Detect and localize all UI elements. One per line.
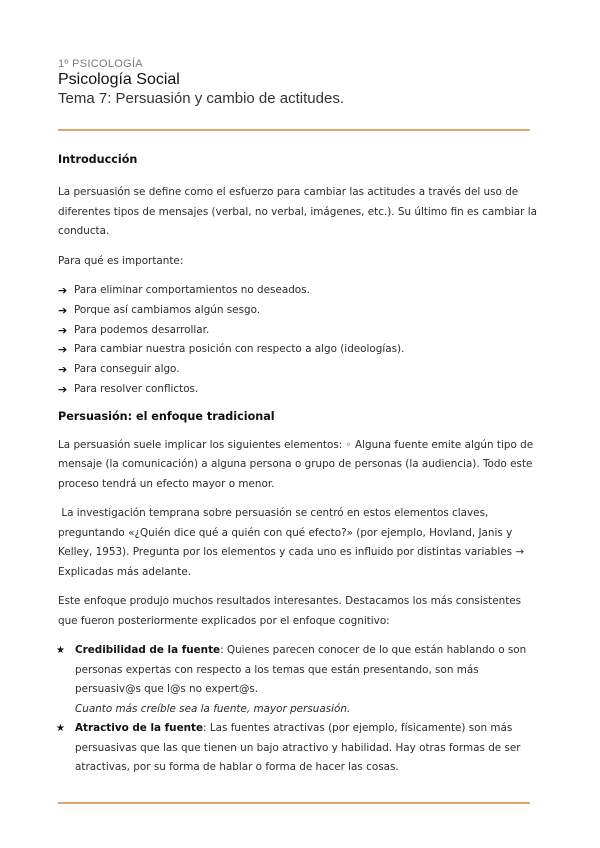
header-divider xyxy=(58,129,530,131)
traditional-paragraph-2: La investigación temprana sobre persuasión se centró en estos elementos claves, preguntando «¿Quién dice qué a quién con qué efecto?» (por ejemplo, Hovland, Janis y Kelley, 1953). Pregunta por los elementos y cada uno es influido por distintas variables → Explicadas más adelante. xyxy=(58,507,528,578)
finding-text: : Las fuentes atractivas (por ejemplo, físicamente) son más persuasivas que las que tienen un bajo atractivo y habilidad. Hay otras formas de ser atractivas, por su forma de hablar o forma de hacer las cosas. xyxy=(75,722,521,774)
arrow-icon: ➔ xyxy=(58,284,68,297)
list-item-text: Para eliminar comportamientos no deseados. xyxy=(74,284,310,296)
traditional-paragraph-3: Este enfoque produjo muchos resultados interesantes. Destacamos los más consistentes que fueron posteriormente explicados por el enfoque cognitivo: xyxy=(58,595,522,627)
arrow-icon: ➔ xyxy=(58,382,68,396)
list-item-text: Porque así cambiamos algún sesgo. xyxy=(74,303,261,316)
list-item xyxy=(58,360,540,380)
document-header xyxy=(58,58,344,107)
star-icon: ★ xyxy=(56,645,65,657)
list-item-text: Para cambiar nuestra posición con respecto a algo (ideologías). xyxy=(74,343,405,356)
list-item xyxy=(58,281,540,301)
subject-title: Psicología Social xyxy=(58,71,180,88)
course-label: 1º PSICOLOGÍA xyxy=(58,58,143,70)
importance-list xyxy=(58,281,540,400)
finding-term: Atractivo de la fuente xyxy=(75,722,204,735)
list-item-text: Para podemos desarrollar. xyxy=(74,323,210,336)
importance-label: Para qué es importante: xyxy=(58,254,184,267)
intro-paragraph: La persuasión se define como el esfuerzo para cambiar las actitudes a través del uso de diferentes tipos de mensajes (verbal, no verbal, imágenes, etc.). Su último fin es cambiar la conducta. xyxy=(58,186,537,237)
list-item xyxy=(58,321,540,341)
arrow-icon: ➔ xyxy=(58,363,68,377)
list-item xyxy=(58,380,540,400)
arrow-icon: ➔ xyxy=(58,303,68,317)
footer-divider xyxy=(58,802,530,804)
list-item-text: Para conseguir algo. xyxy=(74,363,180,376)
list-item xyxy=(56,719,540,778)
traditional-heading: Persuasión: el enfoque tradicional xyxy=(58,409,275,423)
arrow-icon: ➔ xyxy=(58,323,68,337)
finding-text: : Quienes parecen conocer de lo que están hablando o son personas expertas con respecto a los temas que están presentando, son más persuasiv@s que l@s no expert@s. xyxy=(75,644,527,696)
list-item xyxy=(58,301,540,321)
traditional-paragraph-1: La persuasión suele implicar los siguientes elementos: ◦ Alguna fuente emite algún tipo de mensaje (la comunicación) a alguna persona o grupo de personas (la audiencia). Todo este proceso tendrá un efecto mayor o menor. xyxy=(58,438,534,490)
list-item xyxy=(58,340,540,360)
star-icon: ★ xyxy=(56,723,65,735)
list-item xyxy=(56,641,540,719)
document-body xyxy=(58,151,540,778)
list-item-text: Para resolver conflictos. xyxy=(74,382,199,395)
finding-note: Cuanto más creíble sea la fuente, mayor persuasión. xyxy=(75,702,351,715)
finding-term: Credibilidad de la fuente xyxy=(75,644,221,657)
topic-title: Tema 7: Persuasión y cambio de actitudes. xyxy=(58,90,344,107)
arrow-icon: ➔ xyxy=(58,343,68,357)
findings-list xyxy=(58,641,540,778)
intro-heading: Introducción xyxy=(58,153,138,166)
